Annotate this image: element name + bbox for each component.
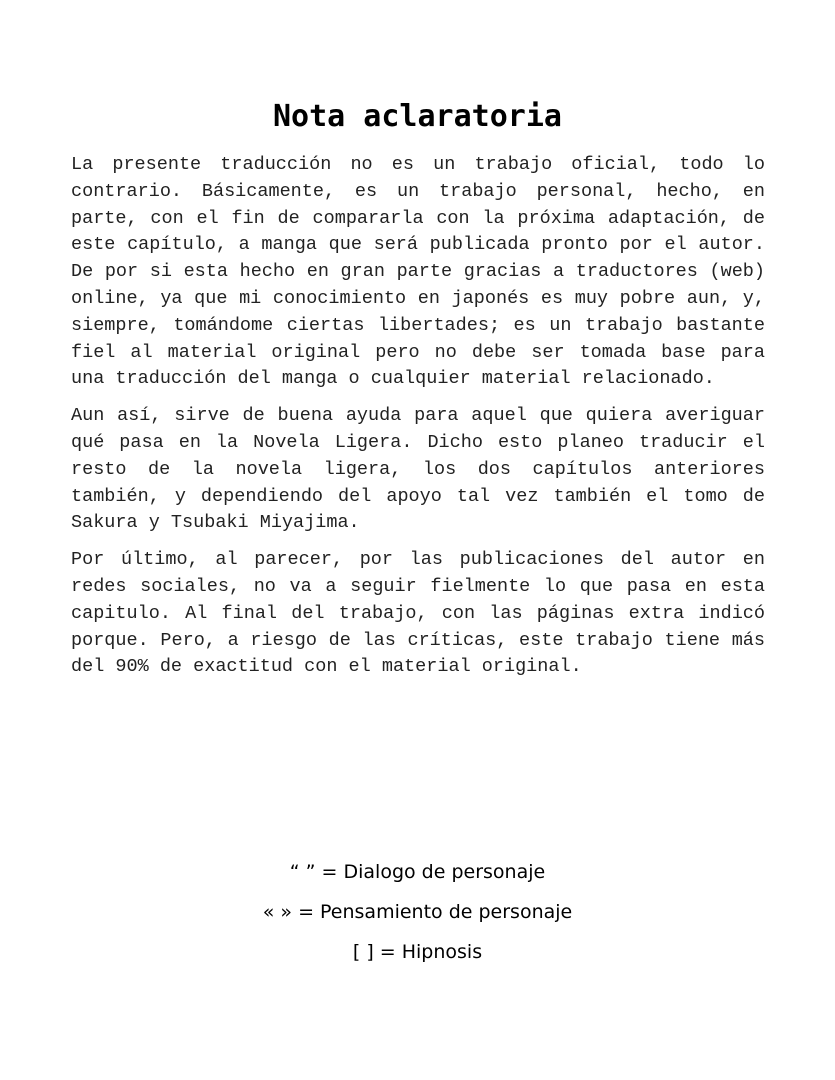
- legend-hypnosis: [ ] = Hipnosis: [352, 941, 483, 963]
- paragraph-2: Aun así, sirve de buena ayuda para aquel que quiera averiguar qué pasa en la Novela Ligera. Dicho esto planeo traducir el resto de la novela ligera, los dos capítulos anteriores también, y dependiendo del apoyo tal vez también el tomo de Sakura y Tsubaki Miyajima.: [71, 405, 765, 534]
- paragraph-3: Por último, al parecer, por las publicaciones del autor en redes sociales, no va a seguir fielmente lo que pasa en esta capitulo. Al final del trabajo, con las páginas extra indicó porque. Pero, a riesgo de las críticas, este trabajo tiene más del 90% de exactitud con el material original.: [71, 549, 765, 678]
- body-text: [71, 152, 765, 691]
- page-title: Nota aclaratoria: [273, 99, 562, 134]
- legend-thought: « » = Pensamiento de personaje: [262, 901, 573, 923]
- legend-dialogue: “ ” = Dialogo de personaje: [289, 861, 546, 883]
- paragraph-1: La presente traducción no es un trabajo oficial, todo lo contrario. Básicamente, es un trabajo personal, hecho, en parte, con el fin de compararla con la próxima adaptación, de este capítulo, a manga que será publicada pronto por el autor. De por si esta hecho en gran parte gracias a traductores (web) online, ya que mi conocimiento en japonés es muy pobre aun, y, siempre, tomándome ciertas libertades; es un trabajo bastante fiel al material original pero no debe ser tomada base para una traducción del manga o cualquier material relacionado.: [71, 154, 765, 390]
- notation-legend: [0, 857, 835, 977]
